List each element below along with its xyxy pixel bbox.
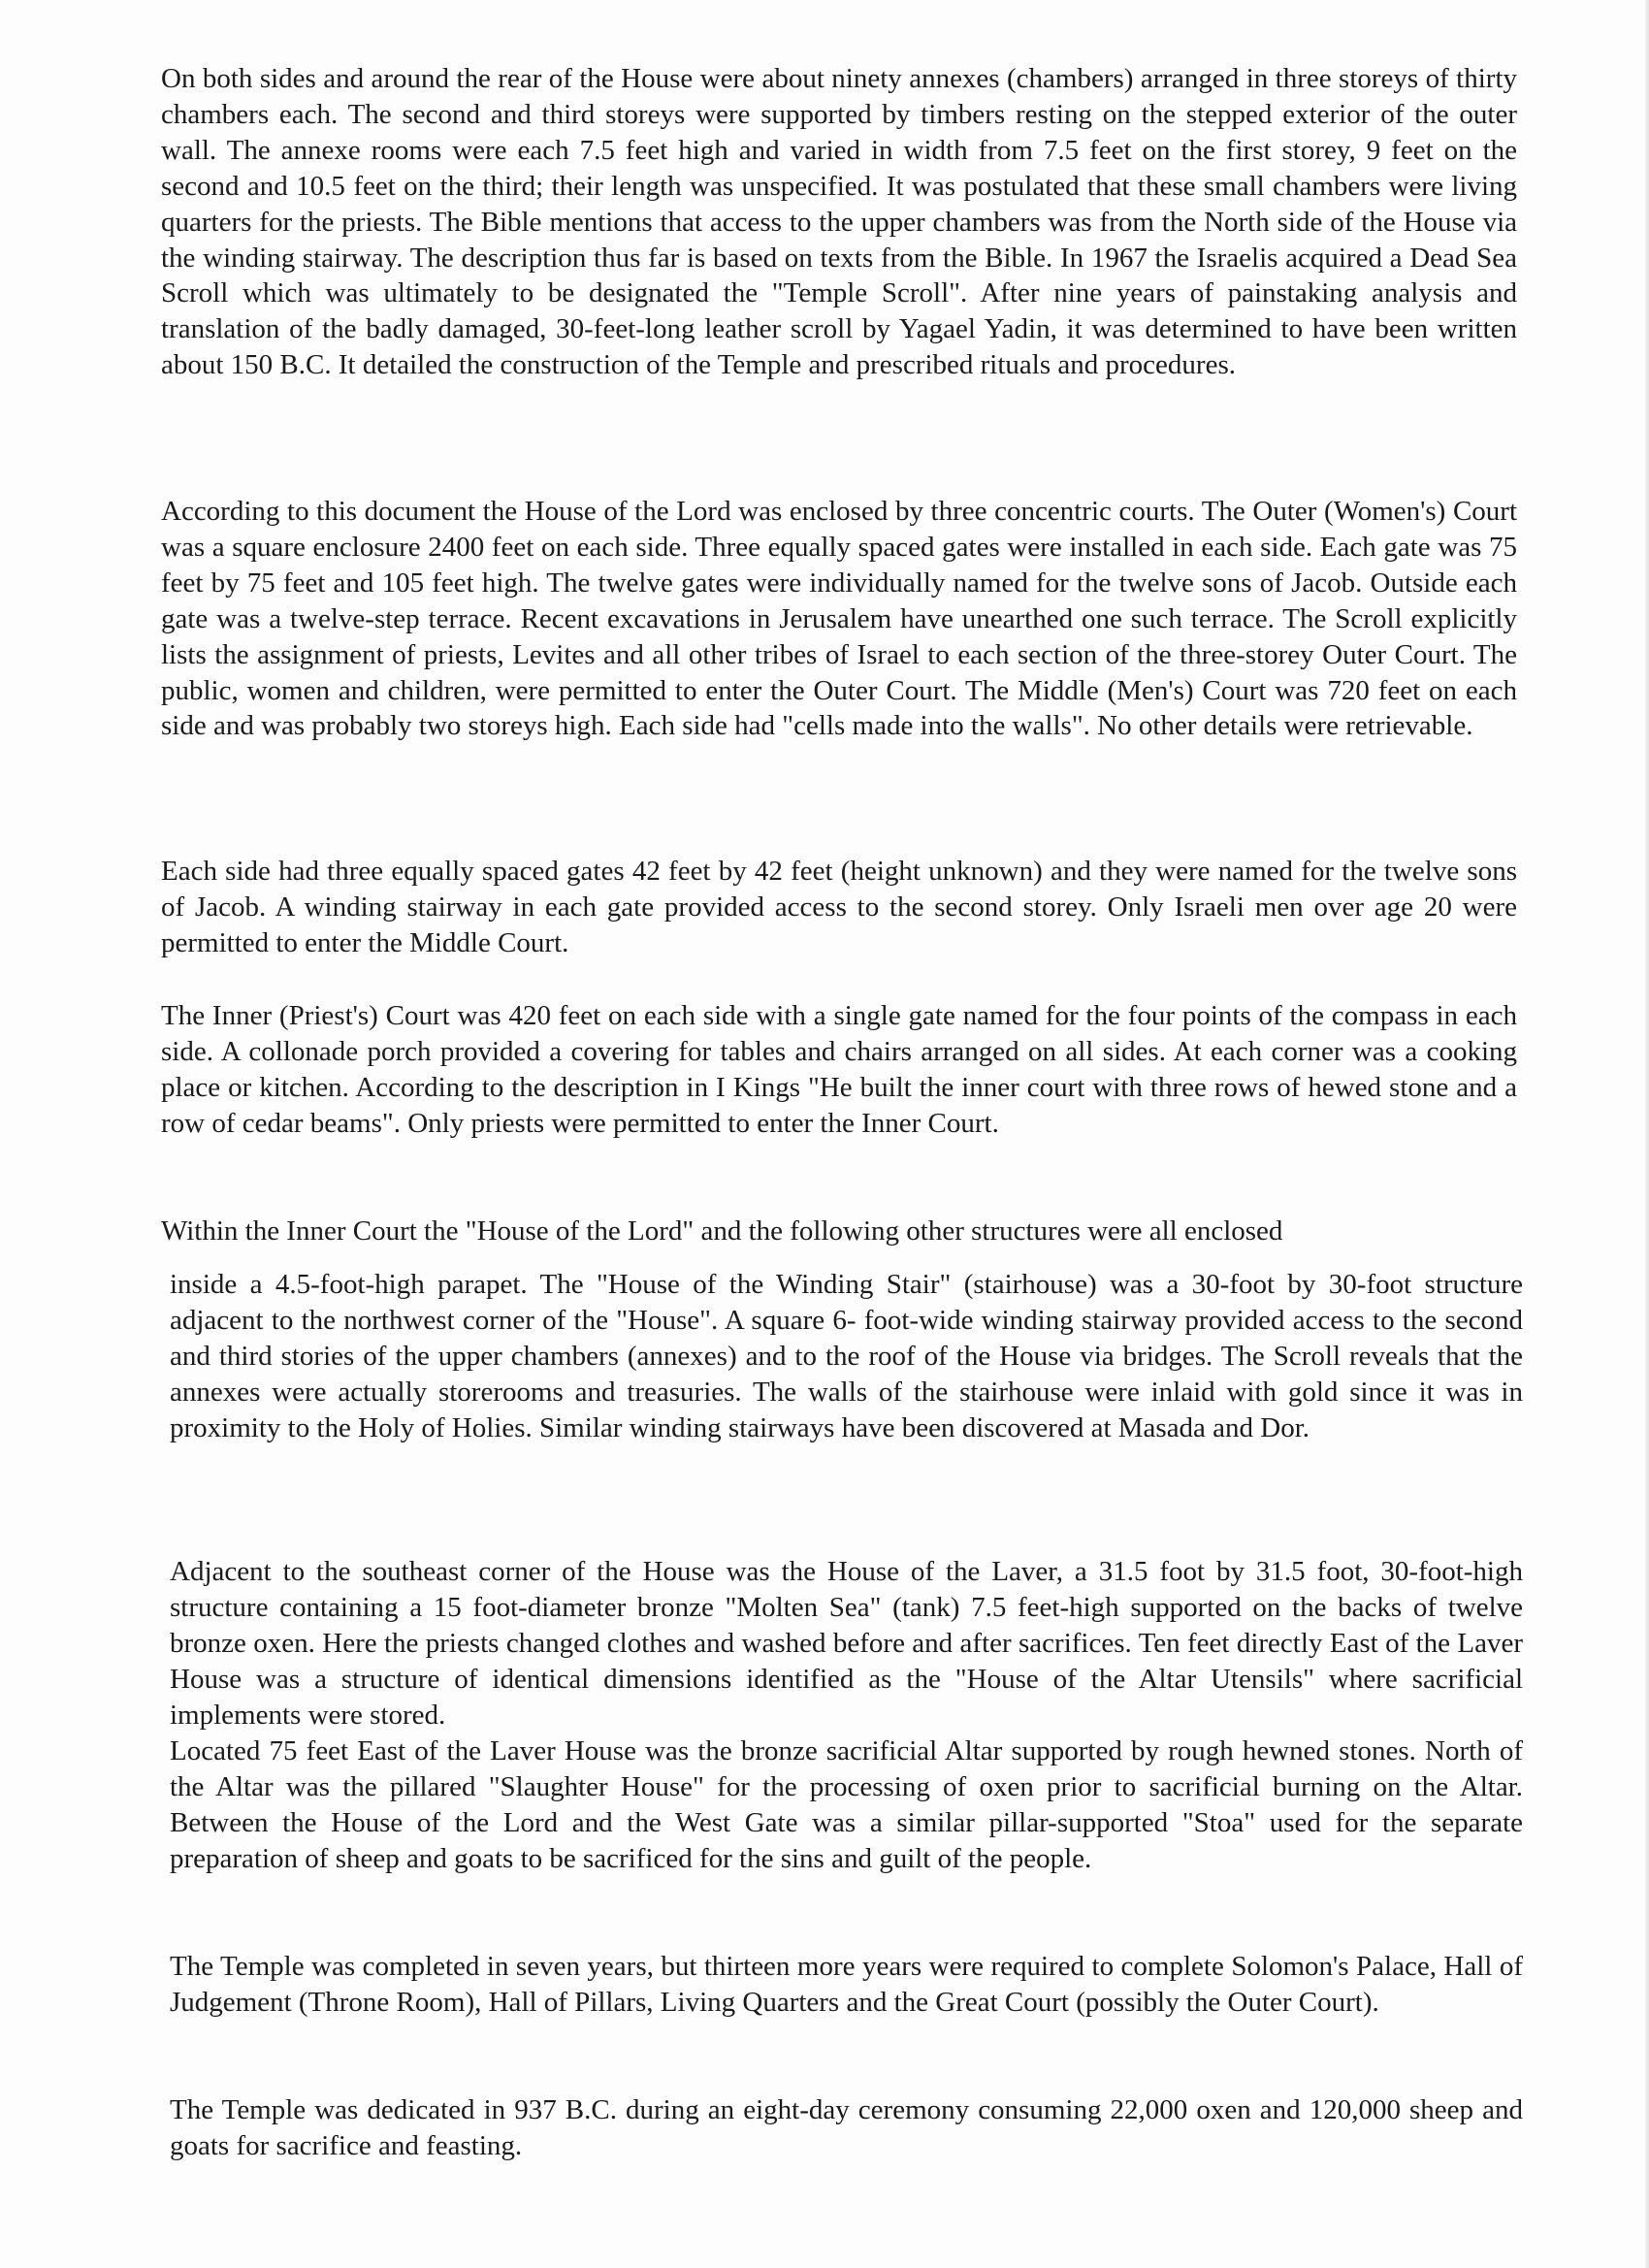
paragraph-dedication: The Temple was dedicated in 937 B.C. during an eight-day ceremony consuming 22,000 oxen and 120,000 sheep and goats for sacrifice and feasting.	[170, 2094, 1523, 2161]
paragraph-completion: The Temple was completed in seven years, but thirteen more years were required to complete Solomon's Palace, Hall of Judgement (Throne Room), Hall of Pillars, Living Quarters and the Great Court (possibly the Outer Court).	[170, 1951, 1523, 2018]
paragraph-winding-stair: inside a 4.5-foot-high parapet. The "House of the Winding Stair" (stairhouse) was a 30-foot by 30-foot structure adjacent to the northwest corner of the "House". A square 6- foot-wide winding stairway provided access to the second and third stories of the upper chambers (annexes) and to the roof of the House via bridges. The Scroll reveals that the annexes were actually storerooms and treasuries. The walls of the stairhouse were inlaid with gold since it was in proximity to the Holy of Holies. Similar winding stairways have been discovered at Masada and Dor.	[170, 1269, 1523, 1443]
paragraph-house-of-laver: Adjacent to the southeast corner of the House was the House of the Laver, a 31.5 foot by 31.5 foot, 30-foot-high structure containing a 15 foot-diameter bronze "Molten Sea" (tank) 7.5 feet-high supported on the backs of twelve bronze oxen. Here the priests changed clothes and washed before and after sacrifices. Ten feet directly East of the Laver House was a structure of identical dimensions identified as the "House of the Altar Utensils" where sacrificial implements were stored.	[170, 1556, 1523, 1731]
paragraph-outer-court: According to this document the House of the Lord was enclosed by three concentric courts. The Outer (Women's) Court was a square enclosure 2400 feet on each side. Three equally spaced gates were installed in each side. Each gate was 75 feet by 75 feet and 105 feet high. The twelve gates were individually named for the twelve sons of Jacob. Outside each gate was a twelve-step terrace. Recent excavations in Jerusalem have unearthed one such terrace. The Scroll explicitly lists the assignment of priests, Levites and all other tribes of Israel to each section of the three-storey Outer Court. The public, women and children, were permitted to enter the Outer Court. The Middle (Men's) Court was 720 feet on each side and was probably two storeys high. Each side had "cells made into the walls". No other details were retrievable.	[161, 496, 1517, 742]
paragraph-altar: Located 75 feet East of the Laver House was the bronze sacrificial Altar supported by rough hewned stones. North of the Altar was the pillared "Slaughter House" for the processing of oxen prior to sacrificial burning on the Altar. Between the House of the Lord and the West Gate was a similar pillar-supported "Stoa" used for the separate preparation of sheep and goats to be sacrificed for the sins and guilt of the people.	[170, 1735, 1523, 1874]
paragraph-inner-court: The Inner (Priest's) Court was 420 feet on each side with a single gate named for the four points of the compass in each side. A collonade porch provided a covering for tables and chairs arranged on all sides. At each corner was a cooking place or kitchen. According to the description in I Kings "He built the inner court with three rows of hewed stone and a row of cedar beams". Only priests were permitted to enter the Inner Court.	[161, 1000, 1517, 1139]
paragraph-annexes: On both sides and around the rear of the House were about ninety annexes (chambers) arranged in three storeys of thirty chambers each. The second and third storeys were supported by timbers resting on the stepped exterior of the outer wall. The annexe rooms were each 7.5 feet high and varied in width from 7.5 feet on the first storey, 9 feet on the second and 10.5 feet on the third; their length was unspecified. It was postulated that these small chambers were living quarters for the priests. The Bible mentions that access to the upper chambers was from the North side of the House via the winding stairway. The description thus far is based on texts from the Bible. In 1967 the Israelis acquired a Dead Sea Scroll which was ultimately to be designated the "Temple Scroll". After nine years of painstaking analysis and translation of the badly damaged, 30-feet-long leather scroll by Yagael Yadin, it was determined to have been written about 150 B.C. It detailed the construction of the Temple and prescribed rituals and procedures.	[161, 63, 1517, 381]
scan-edge	[1645, 0, 1649, 2268]
paragraph-inner-court-structures-intro: Within the Inner Court the "House of the Lord" and the following other structures were all enclosed	[161, 1215, 1283, 1247]
paragraph-middle-court-gates: Each side had three equally spaced gates 42 feet by 42 feet (height unknown) and they were named for the twelve sons of Jacob. A winding stairway in each gate provided access to the second storey. Only Israeli men over age 20 were permitted to enter the Middle Court.	[161, 856, 1517, 958]
